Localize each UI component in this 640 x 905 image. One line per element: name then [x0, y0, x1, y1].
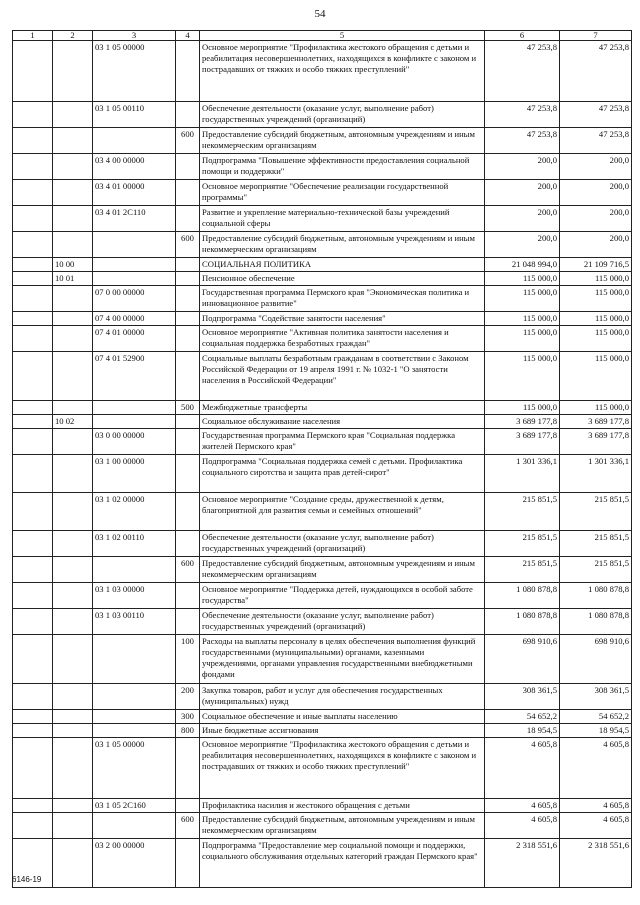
target-article-cell: 03 4 01 00000: [93, 180, 176, 206]
target-article-cell: 03 1 05 00110: [93, 102, 176, 128]
subsection-cell: [53, 41, 93, 102]
amount-year2-cell: 115 000,0: [560, 272, 632, 286]
target-article-cell: 07 0 00 00000: [93, 286, 176, 312]
item-name-cell: Межбюджетные трансферты: [200, 401, 485, 415]
section-cell: [13, 724, 53, 738]
target-article-cell: 03 1 02 00000: [93, 493, 176, 531]
section-cell: [13, 813, 53, 839]
expense-type-cell: 500: [176, 401, 200, 415]
expense-type-cell: [176, 258, 200, 272]
section-cell: [13, 326, 53, 352]
item-name-cell: Подпрограмма "Социальная поддержка семей с детьми. Профилактика социального сиротства и защита прав детей-сирот": [200, 455, 485, 493]
column-number-header: 1: [13, 31, 53, 41]
section-cell: [13, 455, 53, 493]
target-article-cell: [93, 258, 176, 272]
table-row: [13, 839, 632, 888]
item-name-cell: Обеспечение деятельности (оказание услуг, выполнение работ) государственных учреждений (организаций): [200, 102, 485, 128]
amount-year2-cell: 18 954,5: [560, 724, 632, 738]
amount-year1-cell: 215 851,5: [485, 531, 560, 557]
section-cell: [13, 738, 53, 799]
target-article-cell: 03 1 05 2С160: [93, 799, 176, 813]
amount-year2-cell: 2 318 551,6: [560, 839, 632, 888]
amount-year2-cell: 215 851,5: [560, 557, 632, 583]
subsection-cell: [53, 531, 93, 557]
item-name-cell: Предоставление субсидий бюджетным, автономным учреждениям и иным некоммерческим организациям: [200, 813, 485, 839]
amount-year2-cell: 200,0: [560, 206, 632, 232]
table-row: [13, 232, 632, 258]
amount-year1-cell: 115 000,0: [485, 272, 560, 286]
section-cell: [13, 493, 53, 531]
expense-type-cell: [176, 583, 200, 609]
subsection-cell: [53, 813, 93, 839]
target-article-cell: [93, 710, 176, 724]
table-row: [13, 258, 632, 272]
table-row: [13, 813, 632, 839]
target-article-cell: [93, 232, 176, 258]
expense-type-cell: 600: [176, 232, 200, 258]
item-name-cell: Основное мероприятие "Обеспечение реализации государственной программы": [200, 180, 485, 206]
table-row: [13, 128, 632, 154]
target-article-cell: 03 1 03 00000: [93, 583, 176, 609]
amount-year2-cell: 698 910,6: [560, 635, 632, 684]
subsection-cell: 10 02: [53, 415, 93, 429]
item-name-cell: Закупка товаров, работ и услуг для обеспечения государственных (муниципальных) нужд: [200, 684, 485, 710]
target-article-cell: 07 4 01 00000: [93, 326, 176, 352]
section-cell: [13, 710, 53, 724]
amount-year2-cell: 115 000,0: [560, 401, 632, 415]
table-row: [13, 286, 632, 312]
subsection-cell: [53, 724, 93, 738]
table-row: [13, 180, 632, 206]
section-cell: [13, 128, 53, 154]
amount-year2-cell: 47 253,8: [560, 128, 632, 154]
amount-year1-cell: 115 000,0: [485, 286, 560, 312]
budget-table: [12, 30, 632, 888]
amount-year2-cell: 4 605,8: [560, 799, 632, 813]
target-article-cell: 03 1 00 00000: [93, 455, 176, 493]
expense-type-cell: [176, 799, 200, 813]
subsection-cell: [53, 401, 93, 415]
column-number-header: 3: [93, 31, 176, 41]
column-number-header: 4: [176, 31, 200, 41]
section-cell: [13, 557, 53, 583]
amount-year1-cell: 4 605,8: [485, 799, 560, 813]
section-cell: [13, 401, 53, 415]
target-article-cell: [93, 813, 176, 839]
item-name-cell: Расходы на выплаты персоналу в целях обеспечения выполнения функций государственными (муниципальными) органами, казенными учреждениями, органами управления государственными внебюджетными фондами: [200, 635, 485, 684]
subsection-cell: [53, 102, 93, 128]
table-row: [13, 583, 632, 609]
amount-year1-cell: 215 851,5: [485, 493, 560, 531]
subsection-cell: [53, 609, 93, 635]
section-cell: [13, 583, 53, 609]
expense-type-cell: [176, 839, 200, 888]
amount-year1-cell: 698 910,6: [485, 635, 560, 684]
item-name-cell: Государственная программа Пермского края "Экономическая политика и инновационное развитие": [200, 286, 485, 312]
section-cell: [13, 415, 53, 429]
amount-year2-cell: 47 253,8: [560, 102, 632, 128]
amount-year1-cell: 47 253,8: [485, 102, 560, 128]
table-row: [13, 455, 632, 493]
expense-type-cell: [176, 429, 200, 455]
expense-type-cell: [176, 738, 200, 799]
amount-year1-cell: 1 301 336,1: [485, 455, 560, 493]
amount-year2-cell: 115 000,0: [560, 312, 632, 326]
expense-type-cell: 300: [176, 710, 200, 724]
target-article-cell: [93, 557, 176, 583]
subsection-cell: [53, 312, 93, 326]
amount-year2-cell: 3 689 177,8: [560, 415, 632, 429]
item-name-cell: Иные бюджетные ассигнования: [200, 724, 485, 738]
expense-type-cell: [176, 41, 200, 102]
table-row: [13, 429, 632, 455]
target-article-cell: 07 4 00 00000: [93, 312, 176, 326]
amount-year2-cell: 200,0: [560, 180, 632, 206]
table-row: [13, 102, 632, 128]
table-row: [13, 531, 632, 557]
amount-year2-cell: 54 652,2: [560, 710, 632, 724]
subsection-cell: [53, 286, 93, 312]
target-article-cell: 03 1 05 00000: [93, 41, 176, 102]
amount-year1-cell: 47 253,8: [485, 128, 560, 154]
table-row: [13, 684, 632, 710]
footer-document-code: 6146-19: [12, 875, 42, 884]
amount-year2-cell: 4 605,8: [560, 738, 632, 799]
column-number-header: 5: [200, 31, 485, 41]
item-name-cell: Государственная программа Пермского края "Социальная поддержка жителей Пермского края": [200, 429, 485, 455]
amount-year2-cell: 215 851,5: [560, 493, 632, 531]
amount-year1-cell: 115 000,0: [485, 326, 560, 352]
amount-year1-cell: 200,0: [485, 206, 560, 232]
subsection-cell: [53, 206, 93, 232]
item-name-cell: Предоставление субсидий бюджетным, автономным учреждениям и иным некоммерческим организациям: [200, 557, 485, 583]
expense-type-cell: [176, 609, 200, 635]
amount-year2-cell: 1 301 336,1: [560, 455, 632, 493]
column-number-row: [13, 31, 632, 41]
target-article-cell: [93, 684, 176, 710]
target-article-cell: 03 1 03 00110: [93, 609, 176, 635]
amount-year1-cell: 47 253,8: [485, 41, 560, 102]
amount-year2-cell: 3 689 177,8: [560, 429, 632, 455]
item-name-cell: Профилактика насилия и жестокого обращения с детьми: [200, 799, 485, 813]
table-row: [13, 710, 632, 724]
expense-type-cell: [176, 352, 200, 401]
target-article-cell: [93, 724, 176, 738]
section-cell: [13, 429, 53, 455]
subsection-cell: [53, 738, 93, 799]
column-number-header: 7: [560, 31, 632, 41]
target-article-cell: [93, 272, 176, 286]
amount-year1-cell: 18 954,5: [485, 724, 560, 738]
expense-type-cell: [176, 206, 200, 232]
subsection-cell: [53, 128, 93, 154]
section-cell: [13, 102, 53, 128]
amount-year2-cell: 21 109 716,5: [560, 258, 632, 272]
expense-type-cell: [176, 531, 200, 557]
table-body: [13, 41, 632, 888]
table-row: [13, 401, 632, 415]
table-row: [13, 609, 632, 635]
section-cell: [13, 312, 53, 326]
item-name-cell: Основное мероприятие "Создание среды, дружественной к детям, благоприятной для развития семьи и семейных отношений": [200, 493, 485, 531]
item-name-cell: Подпрограмма "Повышение эффективности предоставления социальной помощи и поддержки": [200, 154, 485, 180]
table-row: [13, 493, 632, 531]
item-name-cell: Подпрограмма "Предоставление мер социальной помощи и поддержки, социального обслуживания отдельных категорий граждан Пермского края": [200, 839, 485, 888]
section-cell: [13, 799, 53, 813]
expense-type-cell: 600: [176, 557, 200, 583]
table-row: [13, 206, 632, 232]
expense-type-cell: [176, 272, 200, 286]
amount-year2-cell: 1 080 878,8: [560, 609, 632, 635]
target-article-cell: 03 2 00 00000: [93, 839, 176, 888]
section-cell: [13, 258, 53, 272]
table-row: [13, 738, 632, 799]
amount-year2-cell: 200,0: [560, 154, 632, 180]
item-name-cell: Пенсионное обеспечение: [200, 272, 485, 286]
target-article-cell: 03 4 00 00000: [93, 154, 176, 180]
amount-year1-cell: 2 318 551,6: [485, 839, 560, 888]
item-name-cell: Основное мероприятие "Профилактика жестокого обращения с детьми и реабилитация несовершеннолетних, находящихся в конфликте с законом и пострадавших от тяжких и особо тяжких преступлений": [200, 738, 485, 799]
section-cell: [13, 206, 53, 232]
amount-year2-cell: 115 000,0: [560, 286, 632, 312]
section-cell: [13, 635, 53, 684]
section-cell: [13, 154, 53, 180]
section-cell: [13, 272, 53, 286]
target-article-cell: 03 1 05 00000: [93, 738, 176, 799]
table-row: [13, 557, 632, 583]
amount-year1-cell: 4 605,8: [485, 738, 560, 799]
expense-type-cell: 600: [176, 128, 200, 154]
table-row: [13, 154, 632, 180]
subsection-cell: [53, 557, 93, 583]
item-name-cell: Подпрограмма "Содействие занятости населения": [200, 312, 485, 326]
amount-year1-cell: 200,0: [485, 180, 560, 206]
amount-year1-cell: 215 851,5: [485, 557, 560, 583]
table-row: [13, 635, 632, 684]
amount-year1-cell: 115 000,0: [485, 312, 560, 326]
section-cell: [13, 609, 53, 635]
table-row: [13, 724, 632, 738]
item-name-cell: Предоставление субсидий бюджетным, автономным учреждениям и иным некоммерческим организациям: [200, 128, 485, 154]
subsection-cell: [53, 180, 93, 206]
amount-year1-cell: 200,0: [485, 232, 560, 258]
item-name-cell: Развитие и укрепление материально-технической базы учреждений социальной сферы: [200, 206, 485, 232]
amount-year1-cell: 1 080 878,8: [485, 583, 560, 609]
target-article-cell: 03 4 01 2С110: [93, 206, 176, 232]
expense-type-cell: [176, 102, 200, 128]
section-cell: [13, 531, 53, 557]
section-cell: [13, 684, 53, 710]
amount-year1-cell: 3 689 177,8: [485, 429, 560, 455]
column-number-header: 6: [485, 31, 560, 41]
amount-year2-cell: 115 000,0: [560, 352, 632, 401]
expense-type-cell: [176, 493, 200, 531]
expense-type-cell: [176, 154, 200, 180]
amount-year2-cell: 47 253,8: [560, 41, 632, 102]
amount-year1-cell: 3 689 177,8: [485, 415, 560, 429]
amount-year2-cell: 215 851,5: [560, 531, 632, 557]
amount-year1-cell: 200,0: [485, 154, 560, 180]
subsection-cell: [53, 154, 93, 180]
amount-year2-cell: 200,0: [560, 232, 632, 258]
subsection-cell: [53, 232, 93, 258]
expense-type-cell: 100: [176, 635, 200, 684]
target-article-cell: 03 1 02 00110: [93, 531, 176, 557]
subsection-cell: [53, 839, 93, 888]
amount-year1-cell: 54 652,2: [485, 710, 560, 724]
subsection-cell: [53, 429, 93, 455]
item-name-cell: СОЦИАЛЬНАЯ ПОЛИТИКА: [200, 258, 485, 272]
expense-type-cell: [176, 326, 200, 352]
expense-type-cell: 600: [176, 813, 200, 839]
amount-year1-cell: 21 048 994,0: [485, 258, 560, 272]
target-article-cell: [93, 635, 176, 684]
section-cell: [13, 352, 53, 401]
table-row: [13, 415, 632, 429]
item-name-cell: Социальное обслуживание населения: [200, 415, 485, 429]
amount-year1-cell: 308 361,5: [485, 684, 560, 710]
table-row: [13, 352, 632, 401]
item-name-cell: Предоставление субсидий бюджетным, автономным учреждениям и иным некоммерческим организациям: [200, 232, 485, 258]
expense-type-cell: [176, 415, 200, 429]
expense-type-cell: [176, 455, 200, 493]
subsection-cell: [53, 326, 93, 352]
page-number: 54: [314, 8, 326, 20]
item-name-cell: Основное мероприятие "Профилактика жестокого обращения с детьми и реабилитация несовершеннолетних, находящихся в конфликте с законом и пострадавших от тяжких и особо тяжких преступлений": [200, 41, 485, 102]
table-row: [13, 326, 632, 352]
amount-year1-cell: 115 000,0: [485, 352, 560, 401]
subsection-cell: [53, 710, 93, 724]
item-name-cell: Основное мероприятие "Поддержка детей, нуждающихся в особой заботе государства": [200, 583, 485, 609]
subsection-cell: [53, 684, 93, 710]
target-article-cell: 03 0 00 00000: [93, 429, 176, 455]
target-article-cell: [93, 401, 176, 415]
table-row: [13, 799, 632, 813]
section-cell: [13, 232, 53, 258]
subsection-cell: 10 01: [53, 272, 93, 286]
item-name-cell: Обеспечение деятельности (оказание услуг, выполнение работ) государственных учреждений (организаций): [200, 609, 485, 635]
section-cell: [13, 286, 53, 312]
amount-year2-cell: 4 605,8: [560, 813, 632, 839]
table-row: [13, 41, 632, 102]
subsection-cell: [53, 493, 93, 531]
expense-type-cell: [176, 312, 200, 326]
subsection-cell: 10 00: [53, 258, 93, 272]
subsection-cell: [53, 455, 93, 493]
target-article-cell: [93, 128, 176, 154]
table-row: [13, 312, 632, 326]
expense-type-cell: [176, 286, 200, 312]
item-name-cell: Обеспечение деятельности (оказание услуг, выполнение работ) государственных учреждений (организаций): [200, 531, 485, 557]
expense-type-cell: [176, 180, 200, 206]
expense-type-cell: 800: [176, 724, 200, 738]
subsection-cell: [53, 352, 93, 401]
target-article-cell: 07 4 01 52900: [93, 352, 176, 401]
amount-year2-cell: 308 361,5: [560, 684, 632, 710]
item-name-cell: Социальное обеспечение и иные выплаты населению: [200, 710, 485, 724]
expense-type-cell: 200: [176, 684, 200, 710]
section-cell: [13, 41, 53, 102]
subsection-cell: [53, 583, 93, 609]
amount-year2-cell: 115 000,0: [560, 326, 632, 352]
amount-year1-cell: 4 605,8: [485, 813, 560, 839]
amount-year2-cell: 1 080 878,8: [560, 583, 632, 609]
item-name-cell: Социальные выплаты безработным гражданам в соответствии с Законом Российской Федерации от 19 апреля 1991 г. № 1032-1 "О занятости населения в Российской Федерации": [200, 352, 485, 401]
subsection-cell: [53, 635, 93, 684]
section-cell: [13, 180, 53, 206]
table-row: [13, 272, 632, 286]
target-article-cell: [93, 415, 176, 429]
amount-year1-cell: 1 080 878,8: [485, 609, 560, 635]
column-number-header: 2: [53, 31, 93, 41]
item-name-cell: Основное мероприятие "Активная политика занятости населения и социальная поддержка безработных граждан": [200, 326, 485, 352]
amount-year1-cell: 115 000,0: [485, 401, 560, 415]
subsection-cell: [53, 799, 93, 813]
